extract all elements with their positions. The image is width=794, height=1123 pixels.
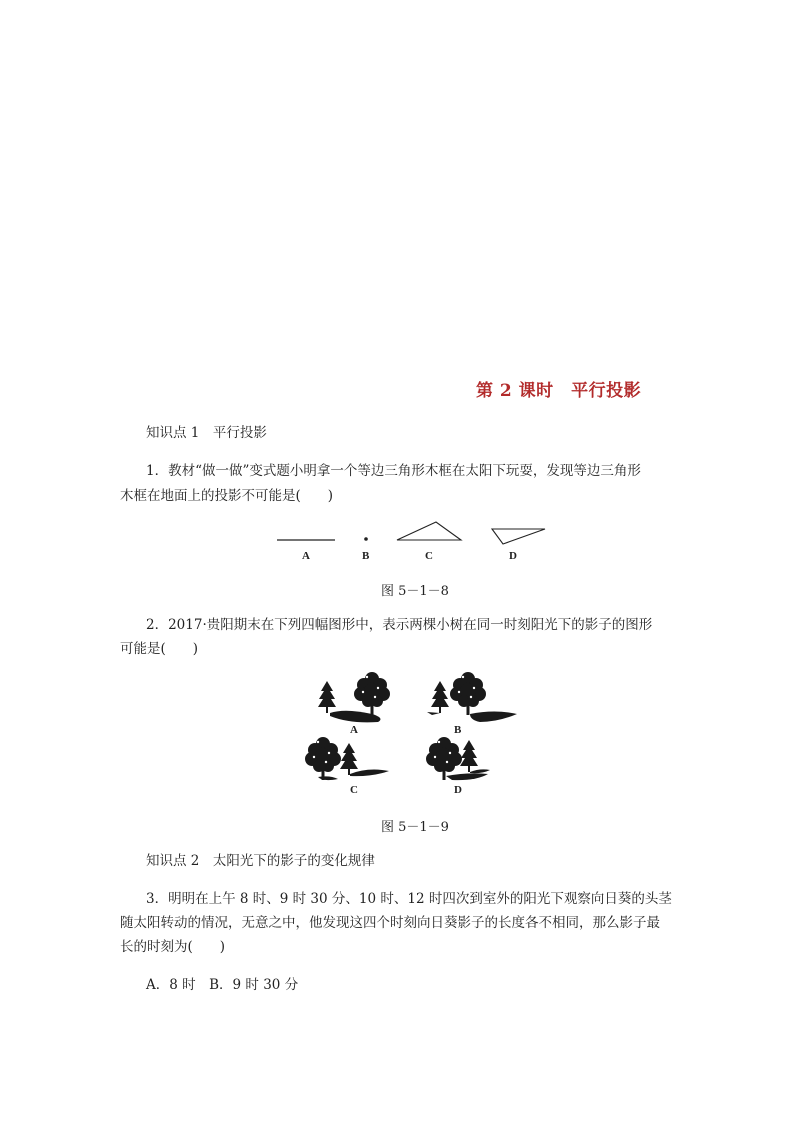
figure-caption-9: 图 5－1－9 [381, 820, 449, 835]
question-3-line-1: 3．明明在上午 8 时、9 时 30 分、10 时、12 时四次到室外的阳光下观察向日葵的头茎 [146, 891, 672, 907]
fig8-label-b: B [362, 550, 370, 562]
option-d-scene [426, 737, 490, 780]
figure-caption-8: 图 5－1－8 [381, 584, 449, 599]
fig8-label-d: D [509, 550, 517, 562]
question-3-options: A．8 时 B．9 时 30 分 [146, 977, 299, 993]
option-c-scene [305, 737, 389, 780]
fig9-label-a: A [350, 724, 358, 736]
question-2-line-2: 可能是( ) [120, 641, 199, 657]
fig9-label-b: B [454, 724, 462, 736]
question-1-line-2: 木框在地面上的投影不可能是( ) [120, 488, 334, 504]
fig8-label-a: A [302, 550, 310, 562]
lesson-title: 第 2 课时 平行投影 [476, 381, 642, 401]
fig9-label-d: D [454, 784, 462, 796]
section-heading-1: 知识点 1 平行投影 [146, 425, 267, 441]
option-b-scene [427, 672, 517, 722]
question-3-line-2: 随太阳转动的情况，无意之中，他发现这四个时刻向日葵影子的长度各不相同，那么影子最 [120, 915, 660, 931]
option-b-point [364, 537, 368, 541]
option-a-scene [318, 672, 390, 722]
fig9-label-c: C [350, 784, 358, 796]
option-d-triangle [492, 529, 545, 544]
option-c-triangle [397, 522, 461, 540]
fig8-label-c: C [425, 550, 433, 562]
question-3-line-3: 长的时刻为( ) [120, 939, 226, 955]
section-heading-2: 知识点 2 太阳光下的影子的变化规律 [146, 853, 375, 869]
question-2-line-1: 2．2017·贵阳期末在下列四幅图形中，表示两棵小树在同一时刻阳光下的影子的图形 [146, 617, 653, 633]
question-1-line-1: 1．教材“做一做”变式题小明拿一个等边三角形木框在太阳下玩耍，发现等边三角形 [146, 463, 641, 479]
